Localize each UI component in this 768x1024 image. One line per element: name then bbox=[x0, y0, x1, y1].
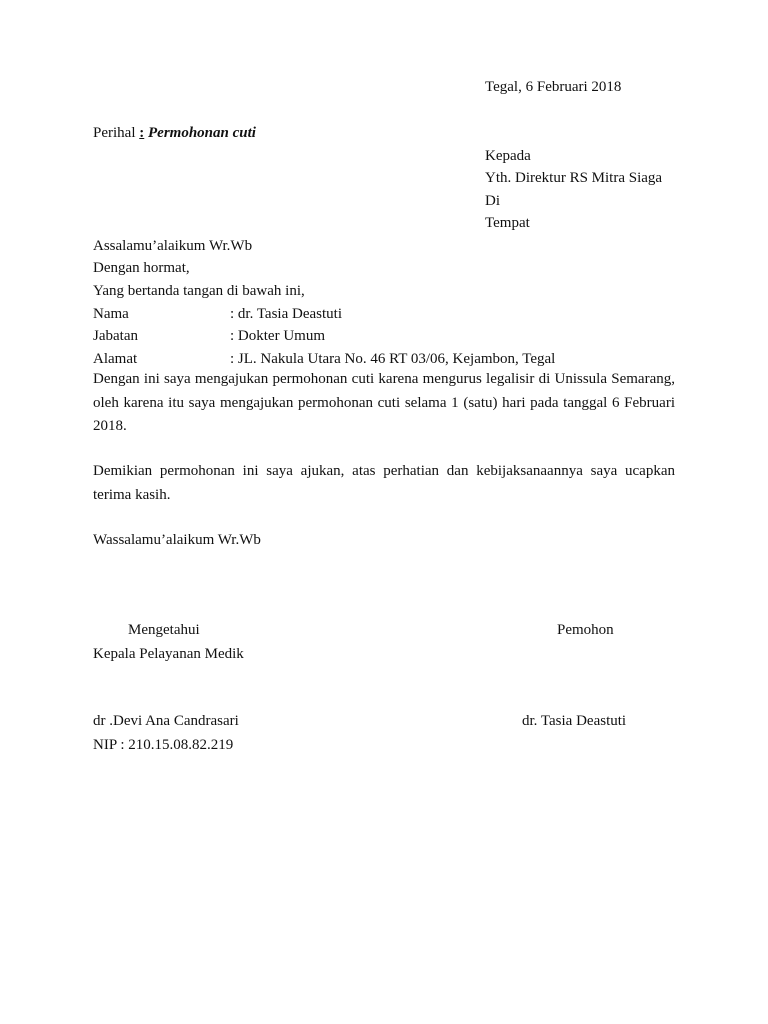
perihal-line bbox=[93, 124, 256, 142]
signature-left-name: dr .Devi Ana Candrasari bbox=[93, 713, 239, 729]
field-label: Alamat bbox=[93, 351, 138, 367]
salutation: Dengan hormat, bbox=[93, 260, 190, 276]
greeting: Assalamu’alaikum Wr.Wb bbox=[93, 238, 253, 254]
field-value: : Dokter Umum bbox=[230, 328, 325, 344]
field-row-nama bbox=[93, 305, 342, 323]
perihal-colon: : bbox=[139, 125, 145, 141]
body-paragraph: Dengan ini saya mengajukan permohonan cuti karena mengurus legalisir di Unissula Semarang, oleh karena itu saya mengajukan permohonan cuti selama 1 (satu) hari pada tanggal 6 Februari 2018. bbox=[93, 371, 675, 434]
field-value: : JL. Nakula Utara No. 46 RT 03/06, Kejambon, Tegal bbox=[230, 351, 556, 367]
recipient-line: Yth. Direktur RS Mitra Siaga bbox=[485, 170, 663, 186]
field-label: Nama bbox=[93, 306, 129, 322]
recipient-line: Di bbox=[485, 193, 500, 209]
letter-date: Tegal, 6 Februari 2018 bbox=[485, 79, 622, 95]
valediction: Wassalamu’alaikum Wr.Wb bbox=[93, 532, 261, 548]
field-label: Jabatan bbox=[93, 328, 138, 344]
recipient-line: Tempat bbox=[485, 215, 530, 231]
signature-left-heading: Mengetahui bbox=[128, 622, 200, 638]
recipient-line: Kepada bbox=[485, 148, 531, 164]
signature-left-title: Kepala Pelayanan Medik bbox=[93, 646, 244, 662]
field-row-alamat bbox=[93, 350, 555, 368]
field-value: : dr. Tasia Deastuti bbox=[230, 306, 342, 322]
field-row-jabatan bbox=[93, 327, 325, 345]
perihal-label: Perihal bbox=[93, 125, 136, 141]
signature-left-nip: NIP : 210.15.08.82.219 bbox=[93, 737, 234, 753]
signature-right-heading: Pemohon bbox=[557, 622, 614, 638]
perihal-subject: Permohonan cuti bbox=[148, 125, 256, 141]
intro-line: Yang bertanda tangan di bawah ini, bbox=[93, 283, 305, 299]
signature-right-name: dr. Tasia Deastuti bbox=[522, 713, 627, 729]
closing-paragraph: Demikian permohonan ini saya ajukan, atas perhatian dan kebijaksanaannya saya ucapkan terima kasih. bbox=[93, 463, 675, 503]
